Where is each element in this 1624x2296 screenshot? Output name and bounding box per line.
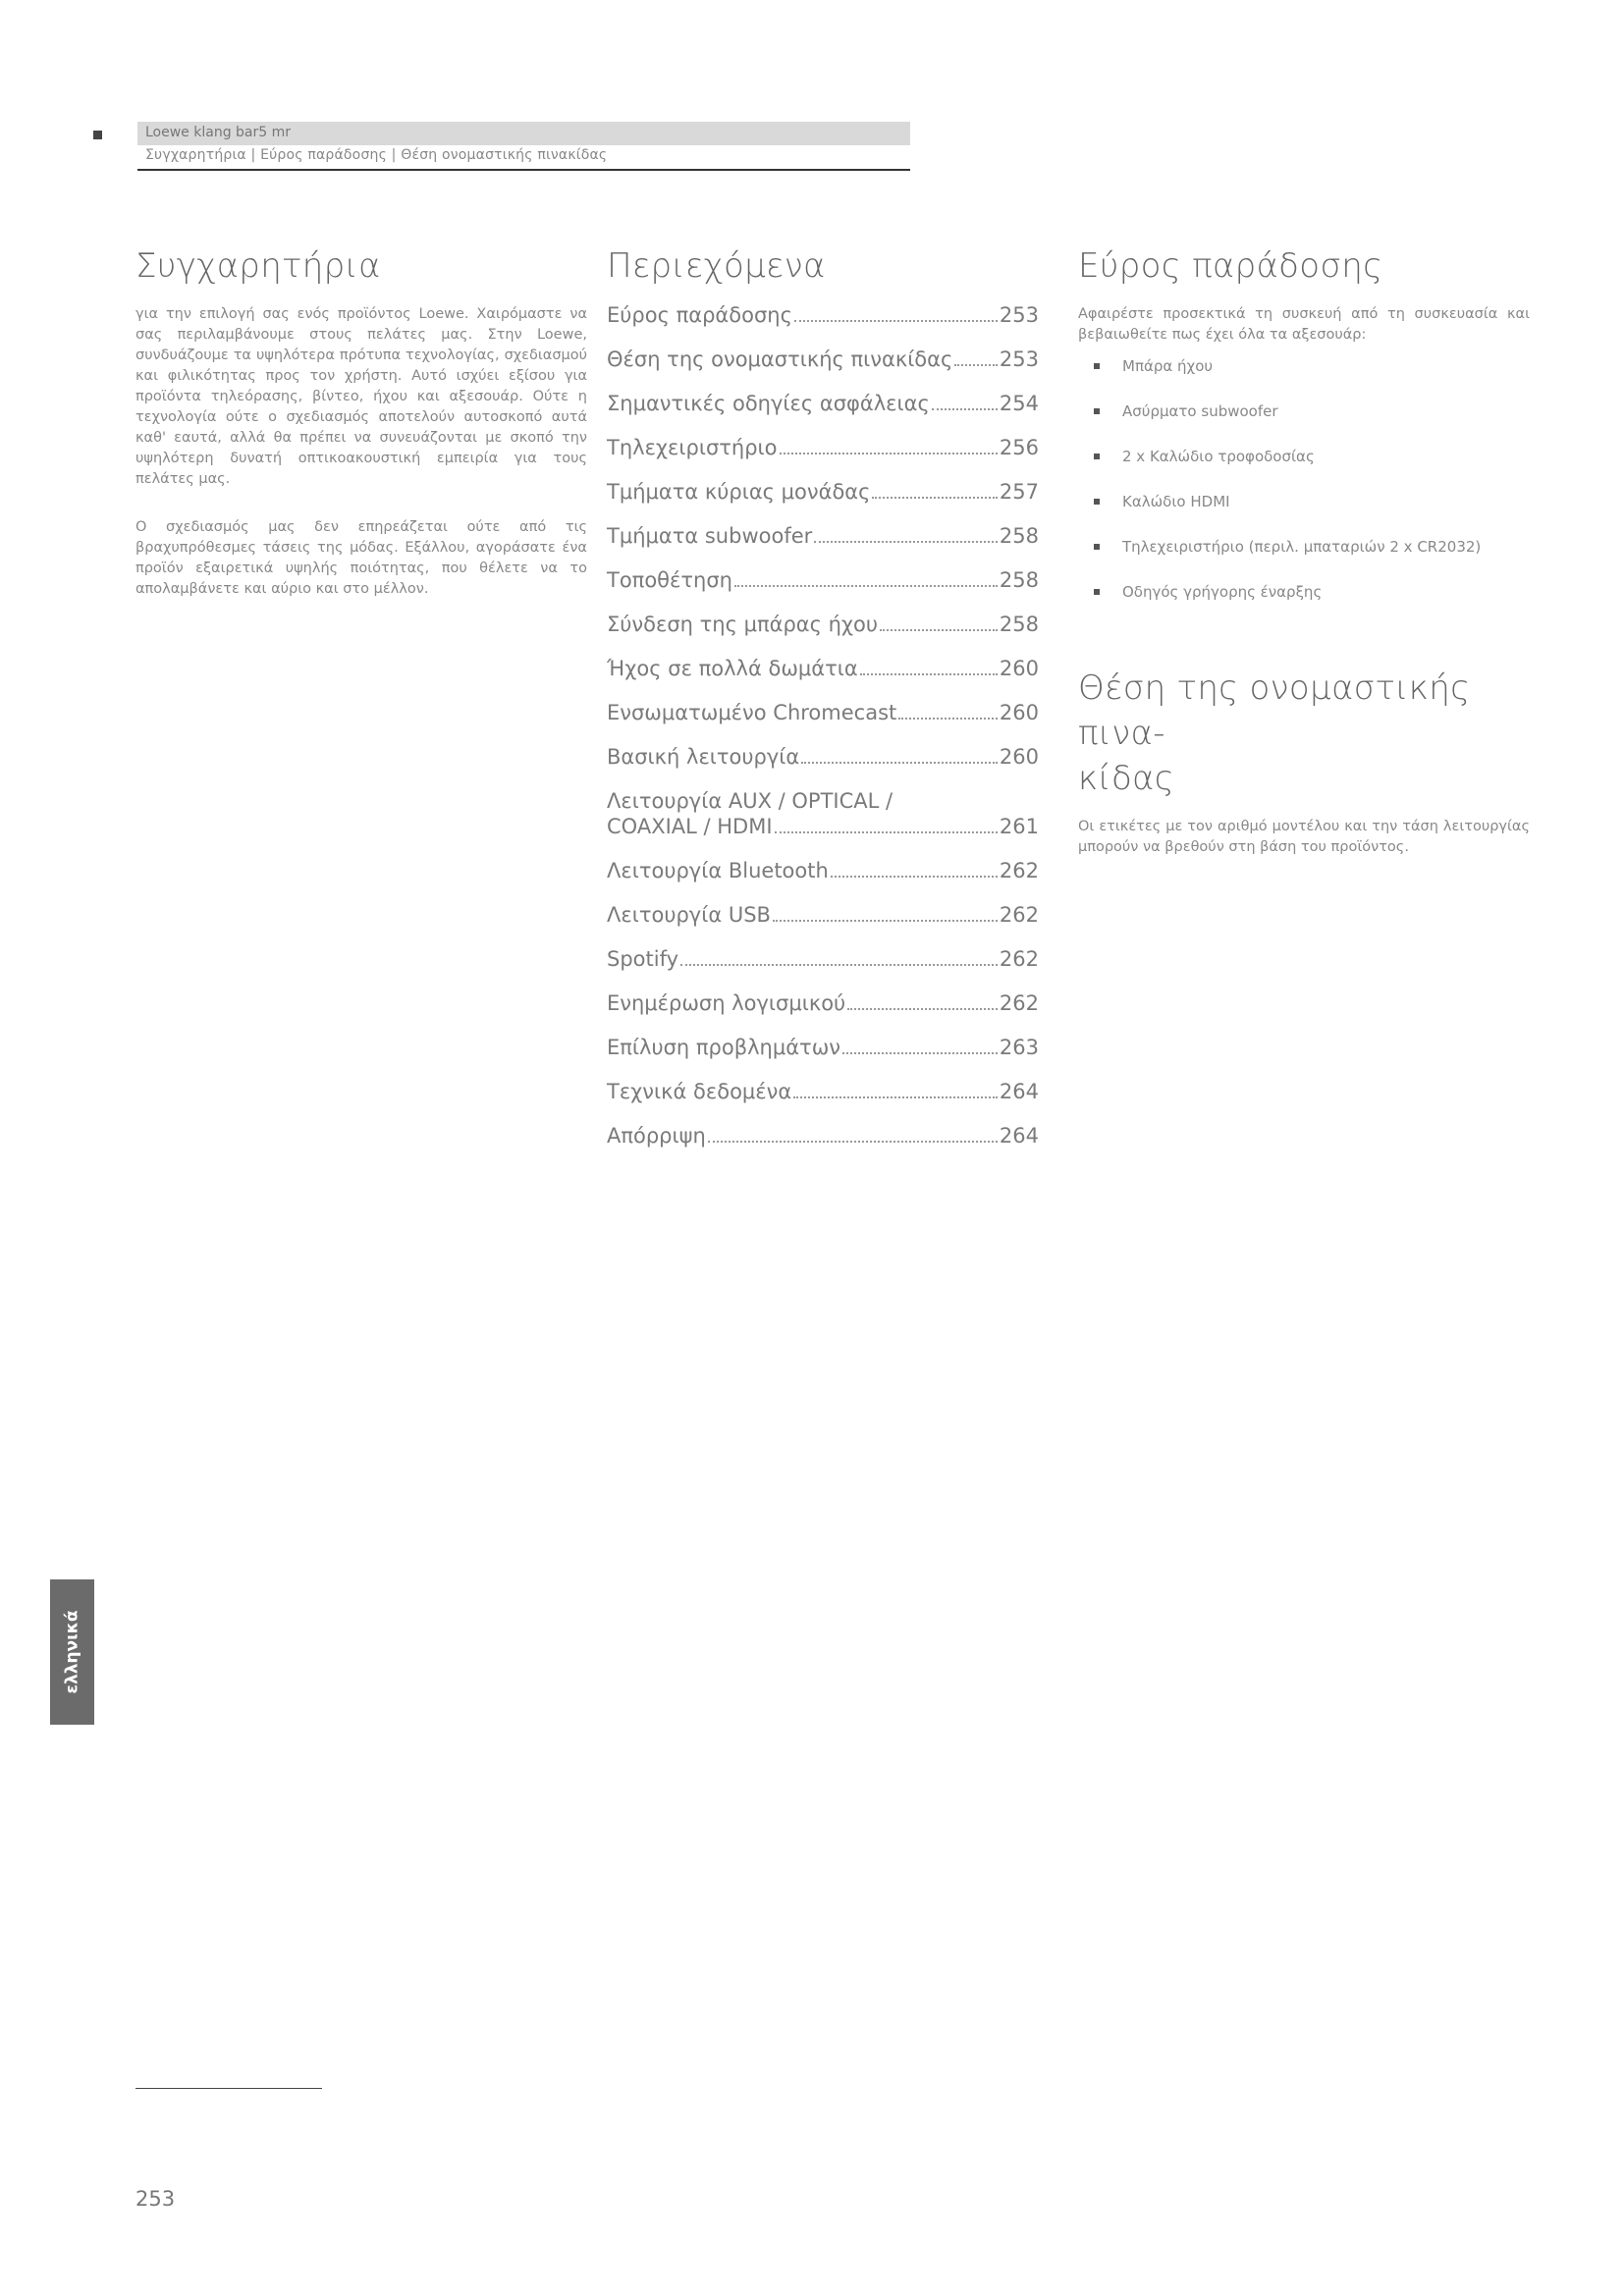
- list-item: Μπάρα ήχου: [1078, 355, 1530, 377]
- page-number: 253: [135, 2187, 176, 2211]
- language-tab-label: ελληνικά: [62, 1610, 82, 1694]
- toc-item[interactable]: [607, 700, 1039, 725]
- toc-item[interactable]: [607, 946, 1039, 972]
- toc-leader: [880, 629, 998, 631]
- toc-item-page: 263: [999, 1036, 1039, 1059]
- toc-leader: [898, 718, 998, 720]
- toc-item-page: 257: [999, 480, 1039, 504]
- toc-item[interactable]: [607, 1079, 1039, 1104]
- toc-item[interactable]: [607, 302, 1039, 328]
- delivery-section: [1078, 243, 1530, 858]
- toc-item-title: Ήχος σε πολλά δωμάτια: [607, 657, 858, 680]
- list-item: Καλώδιο HDMI: [1078, 491, 1530, 512]
- toc-item[interactable]: [607, 656, 1039, 681]
- toc-item[interactable]: [607, 1035, 1039, 1060]
- toc-item[interactable]: [607, 479, 1039, 505]
- header-breadcrumb: Συγχαρητήρια | Εύρος παράδοσης | Θέση ονομαστικής πινακίδας: [145, 147, 608, 163]
- toc-leader: [794, 320, 998, 322]
- header-rule: [137, 169, 910, 171]
- toc-item-title: Τηλεχειριστήριο: [607, 436, 778, 459]
- list-item: Ασύρματο subwoofer: [1078, 400, 1530, 422]
- toc-item[interactable]: [607, 523, 1039, 549]
- nameplate-heading-line1: Θέση της ονομαστικής πινα-: [1078, 668, 1471, 753]
- congrats-paragraph-1: για την επιλογή σας ενός προϊόντος Loewe. Χαιρόμαστε να σας περιλαμβάνουμε στους πελάτες μας. Στην Loewe, συνδυάζουμε τα υψηλότερα πρότυπα τεχνολογίας, σχεδιασμού και φιλικότητας προς τον χρήστη. Αυτό ισχύει εξίσου για προϊόντα τηλεόρασης, βίντεο, ήχου και αξεσουάρ. Ούτε η τεχνολογία ούτε ο σχεδιασμός αποτελούν αυτοσκοπό αυτά καθ' εαυτά, αλλά θα πρέπει να συνευάζονται με σκοπό την υψηλότερη δυνατή οπτικοακουστική εμπειρία για τους πελάτες μας.: [135, 306, 587, 487]
- toc-item-title: Τεχνικά δεδομένα: [607, 1080, 792, 1103]
- header-title: Loewe klang bar5 mr: [145, 125, 292, 140]
- toc-item-page: 260: [999, 701, 1039, 724]
- nameplate-text: Οι ετικέτες με τον αριθμό μοντέλου και την τάση λειτουργίας μπορούν να βρεθούν στη βάση του προϊόντος.: [1078, 819, 1530, 855]
- toc-leader: [734, 585, 998, 587]
- toc-item-title: Τμήματα subwoofer: [607, 524, 813, 548]
- contents-section: [607, 243, 1039, 1167]
- toc-leader: [793, 1096, 998, 1098]
- toc-item-page: 262: [999, 903, 1039, 927]
- toc-item-title: Σημαντικές οδηγίες ασφάλειας: [607, 392, 930, 415]
- toc-item-title: Ενημέρωση λογισμικού: [607, 991, 846, 1015]
- toc-leader: [872, 497, 997, 499]
- toc-leader: [847, 1008, 998, 1010]
- language-tab: [50, 1579, 94, 1725]
- delivery-intro: Αφαιρέστε προσεκτικά τη συσκευή από τη συσκευασία και βεβαιωθείτε πως έχει όλα τα αξεσουάρ:: [1078, 306, 1530, 343]
- toc-leader: [775, 831, 998, 833]
- toc-item[interactable]: [607, 858, 1039, 883]
- toc-leader: [831, 876, 998, 878]
- toc-item-title-line1: Λειτουργία AUX / OPTICAL /: [607, 789, 893, 813]
- toc-item[interactable]: [607, 435, 1039, 460]
- list-item: Οδηγός γρήγορης έναρξης: [1078, 581, 1530, 603]
- toc-leader: [780, 453, 998, 454]
- toc-item-page: 264: [999, 1124, 1039, 1148]
- list-item: Τηλεχειριστήριο (περιλ. μπαταριών 2 x CR2032): [1078, 536, 1530, 558]
- toc-item-page: 258: [999, 613, 1039, 636]
- toc-item[interactable]: [607, 391, 1039, 416]
- toc-item-title: Λειτουργία USB: [607, 903, 771, 927]
- toc-leader: [773, 920, 998, 922]
- toc-item-page: 258: [999, 568, 1039, 592]
- toc-item-title: Τοποθέτηση: [607, 568, 732, 592]
- toc-item-page: 253: [999, 347, 1039, 371]
- congrats-paragraph-2: Ο σχεδιασμός μας δεν επηρεάζεται ούτε από τις βραχυπρόθεσμες τάσεις της μόδας. Εξάλλου, αγοράσατε ένα προϊόν εξαιρετικά υψηλής ποιότητας, που θέλετε να το απολαμβάνετε και αύριο και στο μέλλον.: [135, 519, 587, 597]
- toc-item-page: 253: [999, 303, 1039, 327]
- toc-item-title: Βασική λειτουργία: [607, 745, 800, 769]
- toc-item-title: Σύνδεση της μπάρας ήχου: [607, 613, 879, 636]
- toc-item-title: COAXIAL / HDMI: [607, 815, 773, 838]
- toc-leader: [842, 1052, 998, 1054]
- delivery-heading: Εύρος παράδοσης: [1078, 246, 1383, 286]
- toc-leader: [814, 541, 998, 543]
- toc-item[interactable]: [607, 612, 1039, 637]
- toc-leader: [932, 408, 998, 410]
- toc-item-title: Εύρος παράδοσης: [607, 303, 792, 327]
- toc-item-page: 260: [999, 745, 1039, 769]
- footer-rule: [135, 2088, 322, 2089]
- contents-heading: Περιεχόμενα: [607, 246, 826, 286]
- toc-item-page: 262: [999, 991, 1039, 1015]
- toc-item-page: 262: [999, 859, 1039, 882]
- toc-item[interactable]: [607, 567, 1039, 593]
- toc-item[interactable]: [607, 1123, 1039, 1148]
- toc-leader: [680, 964, 998, 966]
- toc-leader: [860, 673, 998, 675]
- toc-item-page: 256: [999, 436, 1039, 459]
- toc-item-title: Spotify: [607, 947, 679, 971]
- toc-leader: [954, 364, 998, 366]
- toc-item-page: 264: [999, 1080, 1039, 1103]
- toc-item-page: 254: [999, 392, 1039, 415]
- toc-item[interactable]: [607, 788, 1039, 839]
- toc-item-page: 258: [999, 524, 1039, 548]
- toc-item-page: 262: [999, 947, 1039, 971]
- list-item: 2 x Καλώδιο τροφοδοσίας: [1078, 446, 1530, 467]
- toc-leader: [801, 762, 998, 764]
- congrats-section: [135, 243, 587, 600]
- toc-item-title: Επίλυση προβλημάτων: [607, 1036, 841, 1059]
- toc-item[interactable]: [607, 902, 1039, 928]
- toc-item[interactable]: [607, 347, 1039, 372]
- toc-leader: [708, 1141, 998, 1143]
- toc-list: [607, 302, 1039, 1148]
- toc-item-title: Θέση της ονομαστικής πινακίδας: [607, 347, 953, 371]
- congrats-heading: Συγχαρητήρια: [135, 246, 381, 286]
- toc-item[interactable]: [607, 744, 1039, 770]
- delivery-list: [1078, 355, 1530, 603]
- header-marker: [93, 131, 102, 139]
- toc-item-page: 261: [999, 815, 1039, 838]
- toc-item-title: Απόρριψη: [607, 1124, 706, 1148]
- toc-item-title: Λειτουργία Bluetooth: [607, 859, 829, 882]
- toc-item[interactable]: [607, 990, 1039, 1016]
- toc-item-title: Τμήματα κύριας μονάδας: [607, 480, 871, 504]
- nameplate-heading-line2: κίδας: [1078, 759, 1175, 798]
- toc-item-title: Ενσωματωμένο Chromecast: [607, 701, 897, 724]
- toc-item-page: 260: [999, 657, 1039, 680]
